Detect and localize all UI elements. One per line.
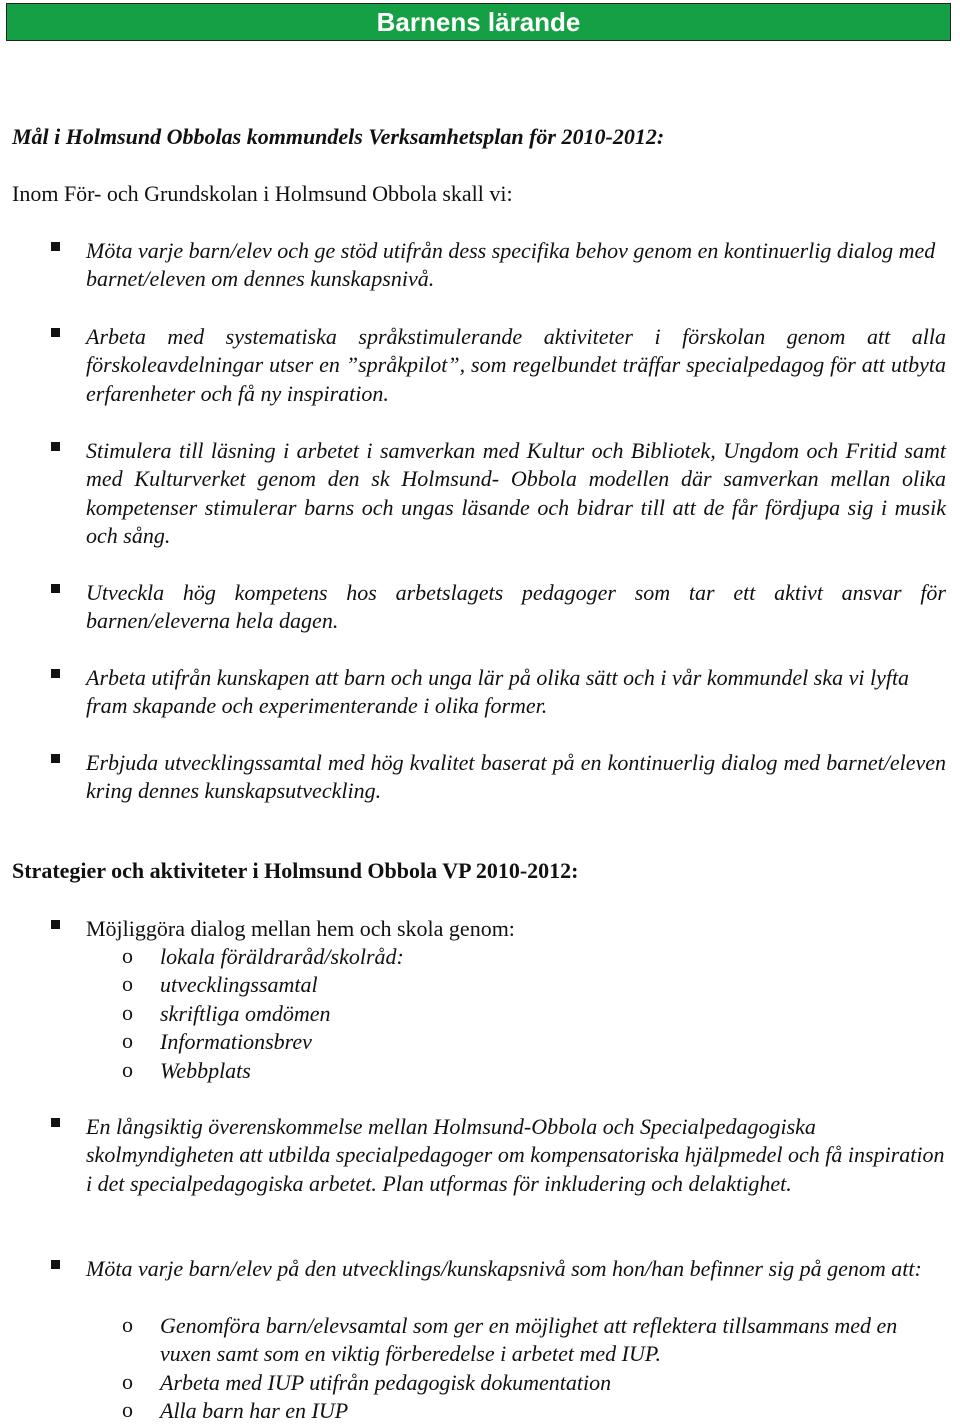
sub-item: skriftliga omdömen [160,1001,331,1026]
bullet-icon [51,920,60,929]
sub-bullet-icon: o [122,971,133,996]
page-title: Barnens lärande [376,6,581,37]
goal-item-3: Stimulera till läsning i arbetet i samverkan med Kultur och Bibliotek, Ungdom och Fritid samt med Kulturverket genom den sk Holmsund- Obbola modellen där samverkan mellan olika kompetenser stimulerar barns och ungas läsande och bidrar till att de får fördjupa sig i musik och sång. [86,438,946,549]
sub-bullet-icon: o [122,1369,133,1394]
sub-bullet-icon: o [122,1397,133,1422]
goal-item-6: Erbjuda utvecklingssamtal med hög kvalitet baserat på en kontinuerlig dialog med barnet/eleven kring dennes kunskapsutveckling. [86,750,946,804]
goals-intro: Inom För- och Grundskolan i Holmsund Obbola skall vi: [12,181,513,206]
sub-item: Alla barn har en IUP [160,1398,349,1423]
strategy-item-2: En långsiktig överenskommelse mellan Holmsund-Obbola och Specialpedagogiska skolmyndigheten att utbilda specialpedagoger om kompensatoriska hjälpmedel och få inspiration i det specialpedagogiska arbetet. Plan utformas för inkludering och delaktighet. [86,1114,945,1196]
sub-bullet-icon: o [122,1312,133,1337]
goal-item-2: Arbeta med systematiska språkstimulerande aktiviteter i förskolan genom att alla förskoleavdelningar utser en ”språkpilot”, som regelbundet träffar specialpedagog för att utbyta erfarenheter och få ny inspiration. [86,324,946,406]
sub-bullet-icon: o [122,1028,133,1053]
sub-bullet-icon: o [122,1057,133,1082]
sub-item: utvecklingssamtal [160,972,318,997]
goal-item-4: Utveckla hög kompetens hos arbetslagets pedagoger som tar ett aktivt ansvar för barnen/eleverna hela dagen. [86,580,946,634]
goals-heading: Mål i Holmsund Obbolas kommundels Verksamhetsplan för 2010-2012: [12,124,665,149]
sub-item: lokala föräldraråd/skolråd: [160,944,404,969]
strategy-item-3: Möta varje barn/elev på den utvecklings/kunskapsnivå som hon/han befinner sig på genom att: [86,1256,922,1281]
bullet-icon [51,442,60,451]
sub-item: Informationsbrev [160,1029,312,1054]
bullet-icon [51,1118,60,1127]
goal-item-5: Arbeta utifrån kunskapen att barn och unga lär på olika sätt och i vår kommundel ska vi lyfta fram skapande och experimenterande i olika former. [86,665,910,719]
bullet-icon [51,328,60,337]
bullet-icon [51,242,60,251]
sub-item: Arbeta med IUP utifrån pedagogisk dokumentation [160,1370,612,1395]
bullet-icon [51,754,60,763]
bullet-icon [51,1260,60,1269]
sub-bullet-icon: o [122,1000,133,1025]
sub-item: Genomföra barn/elevsamtal som ger en möjlighet att reflektera tillsammans med en vuxen samt som en viktig förberedelse i arbetet med IUP. [160,1313,898,1367]
strategy-item-1: Möjliggöra dialog mellan hem och skola genom: [86,916,515,941]
bullet-icon [51,584,60,593]
sub-item: Webbplats [160,1058,251,1083]
goal-item-1: Möta varje barn/elev och ge stöd utifrån dess specifika behov genom en kontinuerlig dialog med barnet/eleven om dennes kunskapsnivå. [86,238,936,292]
title-banner [6,3,951,41]
sub-bullet-icon: o [122,943,133,968]
bullet-icon [51,669,60,678]
strategies-heading: Strategier och aktiviteter i Holmsund Obbola VP 2010-2012: [12,858,579,883]
